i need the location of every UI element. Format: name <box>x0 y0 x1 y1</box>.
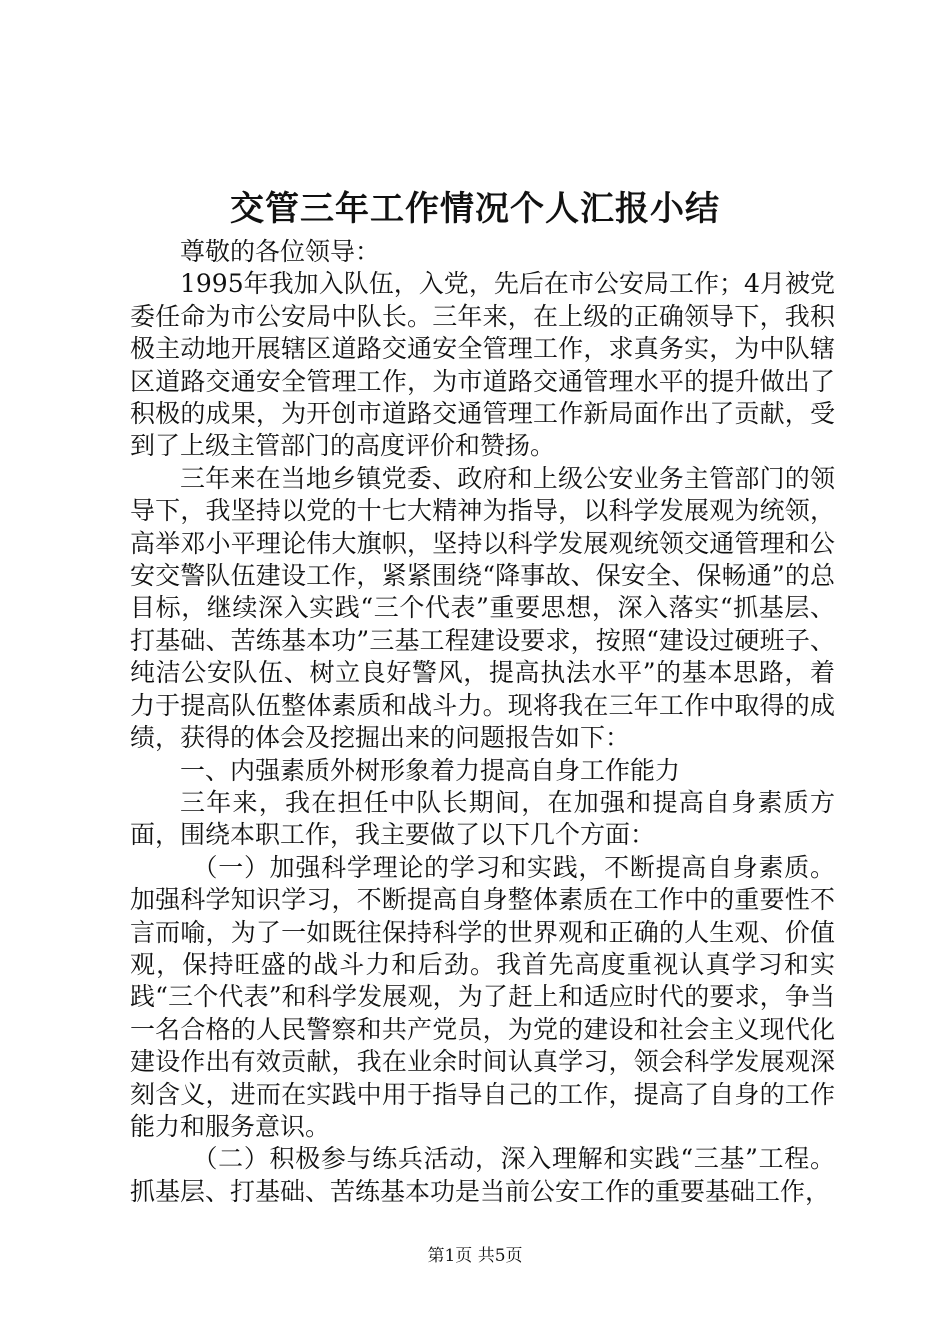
document-body <box>130 236 835 1208</box>
section-intro-paragraph: 三年来，我在担任中队长期间，在加强和提高自身素质方面，围绕本职工作，我主要做了以下几个方面： <box>130 787 835 850</box>
intro-paragraph: 1995年我加入队伍，入党，先后在市公安局工作；4月被党委任命为市公安局中队长。三年来，在上级的正确领导下，我积极主动地开展辖区道路交通安全管理工作，求真务实，为中队辖区道路交通安全管理工作，为市道路交通管理水平的提升做出了积极的成果，为开创市道路交通管理工作新局面作出了贡献，受到了上级主管部门的高度评价和赞扬。 <box>130 269 835 461</box>
salutation-paragraph: 尊敬的各位领导： <box>180 237 381 266</box>
overview-paragraph: 三年来在当地乡镇党委、政府和上级公安业务主管部门的领导下，我坚持以党的十七大精神为指导，以科学发展观为统领，高举邓小平理论伟大旗帜，坚持以科学发展观统领交通管理和公安交警队伍建设工作，紧紧围绕“降事故、保安全、保畅通”的总目标，继续深入实践“三个代表”重要思想，深入落实“抓基层、打基础、苦练基本功”三基工程建设要求，按照“建设过硬班子、纯洁公安队伍、树立良好警风，提高执法水平”的基本思路，着力于提高队伍整体素质和战斗力。现将我在三年工作中取得的成绩，获得的体会及挖掘出来的问题报告如下： <box>130 463 835 753</box>
page-footer: 第1页 共5页 <box>427 1246 523 1266</box>
subsection-one-paragraph: （一）加强科学理论的学习和实践，不断提高自身素质。加强科学知识学习，不断提高自身整体素质在工作中的重要性不言而喻，为了一如既往保持科学的世界观和正确的人生观、价值观，保持旺盛的战斗力和后劲。我首先高度重视认真学习和实践“三个代表”和科学发展观，为了赶上和适应时代的要求，争当一名合格的人民警察和共产党员，为党的建设和社会主义现代化建设作出有效贡献，我在业余时间认真学习，领会科学发展观深刻含义，进而在实践中用于指导自己的工作，提高了自身的工作能力和服务意识。 <box>130 852 835 1141</box>
document-title: 交管三年工作情况个人汇报小结 <box>230 189 720 229</box>
subsection-two-paragraph: （二）积极参与练兵活动，深入理解和实践“三基”工程。抓基层、打基础、苦练基本功是当前公安工作的重要基础工作， <box>130 1144 835 1206</box>
section-heading: 一、内强素质外树形象着力提高自身工作能力 <box>180 755 681 785</box>
